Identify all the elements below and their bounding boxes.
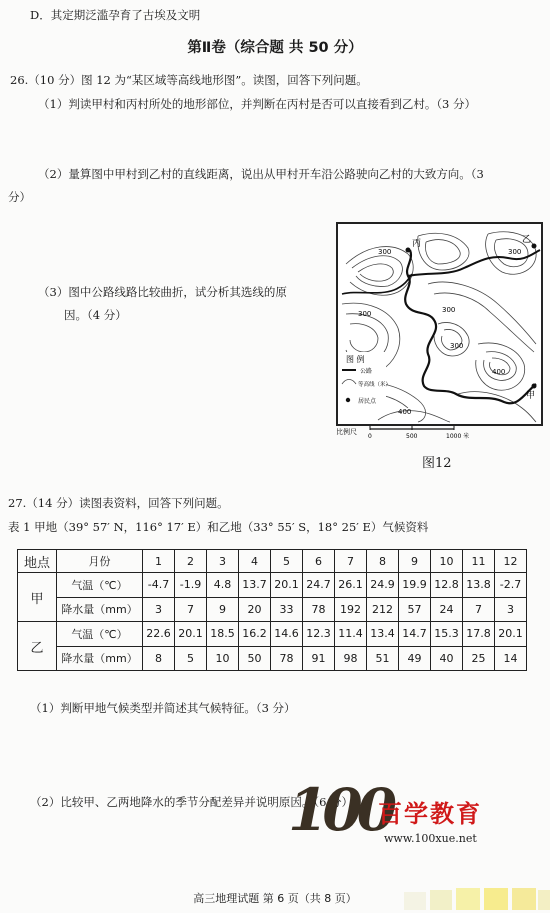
value-cell: 17.8 xyxy=(463,622,495,647)
value-cell: -1.9 xyxy=(175,573,207,598)
item-cell: 降水量（mm） xyxy=(57,646,143,671)
value-cell: 50 xyxy=(239,646,271,671)
value-cell: 40 xyxy=(431,646,463,671)
value-cell: 15.3 xyxy=(431,622,463,647)
value-cell: 24.9 xyxy=(367,573,399,598)
value-cell: 3 xyxy=(143,597,175,622)
value-cell: 78 xyxy=(271,646,303,671)
value-cell: 24 xyxy=(431,597,463,622)
header-place: 地点 xyxy=(18,550,57,573)
header-month-cell: 8 xyxy=(367,550,399,573)
scale-tick-label: 500 xyxy=(406,433,418,440)
value-cell: 20 xyxy=(239,597,271,622)
q27-stem: 27.（14 分）读图表资料，回答下列问题。 xyxy=(8,496,229,510)
item-cell: 气温（℃） xyxy=(57,573,143,598)
contour-label: 400 xyxy=(492,368,506,376)
value-cell: 24.7 xyxy=(303,573,335,598)
header-month-cell: 10 xyxy=(431,550,463,573)
village-dot xyxy=(532,244,537,249)
village-dot xyxy=(406,248,411,253)
q27-part2: （2）比较甲、乙两地降水的季节分配差异并说明原因。（6 分） xyxy=(30,795,354,809)
header-month: 月份 xyxy=(57,550,143,573)
logo-watermark xyxy=(288,776,508,857)
value-cell: 91 xyxy=(303,646,335,671)
q26-part2-line1: （2）量算图中甲村到乙村的直线距离，说出从甲村开车沿公路驶向乙村的大致方向。（3 xyxy=(38,167,484,181)
legend-village-label: 居民点 xyxy=(358,398,377,405)
contour-map xyxy=(336,222,543,426)
table-header-row xyxy=(18,550,527,573)
table-caption: 表 1 甲地（39° 57′ N，116° 17′ E）和乙地（33° 55′ S，18° 25′ E）气候资料 xyxy=(8,520,429,534)
decorative-strip xyxy=(404,886,550,913)
value-cell: 8 xyxy=(143,646,175,671)
value-cell: 7 xyxy=(463,597,495,622)
value-cell: 20.1 xyxy=(495,622,527,647)
page-footer: 高三地理试题 第 6 页（共 8 页） xyxy=(193,892,357,905)
climate-table xyxy=(17,549,527,671)
logo-number: 100 xyxy=(288,776,392,844)
table-row xyxy=(18,622,527,647)
legend-title: 图 例 xyxy=(346,355,365,364)
map-caption: 图12 xyxy=(422,456,452,471)
q26-part1: （1）判读甲村和丙村所处的地形部位，并判断在丙村是否可以直接看到乙村。（3 分） xyxy=(38,97,477,111)
header-month-cell: 9 xyxy=(399,550,431,573)
legend-contour-label: 等高线（米） xyxy=(358,382,392,388)
value-cell: 57 xyxy=(399,597,431,622)
value-cell: 212 xyxy=(367,597,399,622)
contour-label: 300 xyxy=(450,342,464,350)
value-cell: 22.6 xyxy=(143,622,175,647)
value-cell: -2.7 xyxy=(495,573,527,598)
value-cell: 3 xyxy=(495,597,527,622)
logo-url: www.100xue.net xyxy=(384,832,477,845)
scale-label: 比例尺 xyxy=(336,428,357,436)
value-cell: 12.8 xyxy=(431,573,463,598)
scale-tick-label: 1000 米 xyxy=(446,433,470,440)
value-cell: 26.1 xyxy=(335,573,367,598)
value-cell: 7 xyxy=(175,597,207,622)
item-cell: 气温（℃） xyxy=(57,622,143,647)
header-month-cell: 4 xyxy=(239,550,271,573)
table-row xyxy=(18,573,527,598)
value-cell: 16.2 xyxy=(239,622,271,647)
section-title: 第Ⅱ卷（综合题 共 50 分） xyxy=(187,40,363,56)
village-label-yi: 乙 xyxy=(522,235,532,245)
q26-part2-line2: 分） xyxy=(8,190,31,204)
header-month-cell: 7 xyxy=(335,550,367,573)
map-scale-bar xyxy=(336,424,539,440)
value-cell: 19.9 xyxy=(399,573,431,598)
q27-part1: （1）判断甲地气候类型并简述其气候特征。（3 分） xyxy=(30,701,296,715)
logo-name: 百学教育 xyxy=(378,800,482,828)
value-cell: 13.4 xyxy=(367,622,399,647)
value-cell: 18.5 xyxy=(207,622,239,647)
header-month-cell: 5 xyxy=(271,550,303,573)
q26-stem: 26.（10 分）图 12 为“某区域等高线地形图”。读图，回答下列问题。 xyxy=(10,73,368,87)
item-cell: 降水量（mm） xyxy=(57,597,143,622)
value-cell: 14 xyxy=(495,646,527,671)
value-cell: 20.1 xyxy=(175,622,207,647)
village-label-bing: 丙 xyxy=(412,239,422,249)
value-cell: 78 xyxy=(303,597,335,622)
contour-map-drawing xyxy=(338,224,541,424)
value-cell: 12.3 xyxy=(303,622,335,647)
value-cell: 14.6 xyxy=(271,622,303,647)
table-row xyxy=(18,646,527,671)
option-d: D．其定期泛滥孕育了古埃及文明 xyxy=(30,8,201,22)
header-month-cell: 3 xyxy=(207,550,239,573)
village-dot xyxy=(532,384,537,389)
road-line xyxy=(405,250,536,403)
value-cell: 49 xyxy=(399,646,431,671)
value-cell: 9 xyxy=(207,597,239,622)
value-cell: 13.8 xyxy=(463,573,495,598)
q26-part3-line2: 因。（4 分） xyxy=(64,308,127,322)
legend-road-label: 公路 xyxy=(360,368,373,375)
scale-tick-label: 0 xyxy=(368,433,372,440)
value-cell: 33 xyxy=(271,597,303,622)
value-cell: 4.8 xyxy=(207,573,239,598)
contour-label: 400 xyxy=(398,408,412,416)
village-label-jia: 甲 xyxy=(526,391,536,401)
q26-part3-line1: （3）图中公路线路比较曲折，试分析其选线的原 xyxy=(38,285,287,299)
contour-label: 300 xyxy=(358,310,372,318)
header-month-cell: 12 xyxy=(495,550,527,573)
table-row xyxy=(18,597,527,622)
value-cell: 25 xyxy=(463,646,495,671)
place-cell-jia: 甲 xyxy=(18,573,57,622)
value-cell: -4.7 xyxy=(143,573,175,598)
value-cell: 20.1 xyxy=(271,573,303,598)
value-cell: 10 xyxy=(207,646,239,671)
header-month-cell: 2 xyxy=(175,550,207,573)
value-cell: 192 xyxy=(335,597,367,622)
contour-label: 300 xyxy=(378,248,392,256)
contour-label: 300 xyxy=(508,248,522,256)
value-cell: 11.4 xyxy=(335,622,367,647)
header-month-cell: 1 xyxy=(143,550,175,573)
value-cell: 98 xyxy=(335,646,367,671)
value-cell: 5 xyxy=(175,646,207,671)
value-cell: 51 xyxy=(367,646,399,671)
header-month-cell: 11 xyxy=(463,550,495,573)
legend-village-swatch xyxy=(346,398,350,402)
place-cell-yi: 乙 xyxy=(18,622,57,671)
value-cell: 14.7 xyxy=(399,622,431,647)
contour-label: 300 xyxy=(442,306,456,314)
header-month-cell: 6 xyxy=(303,550,335,573)
value-cell: 13.7 xyxy=(239,573,271,598)
